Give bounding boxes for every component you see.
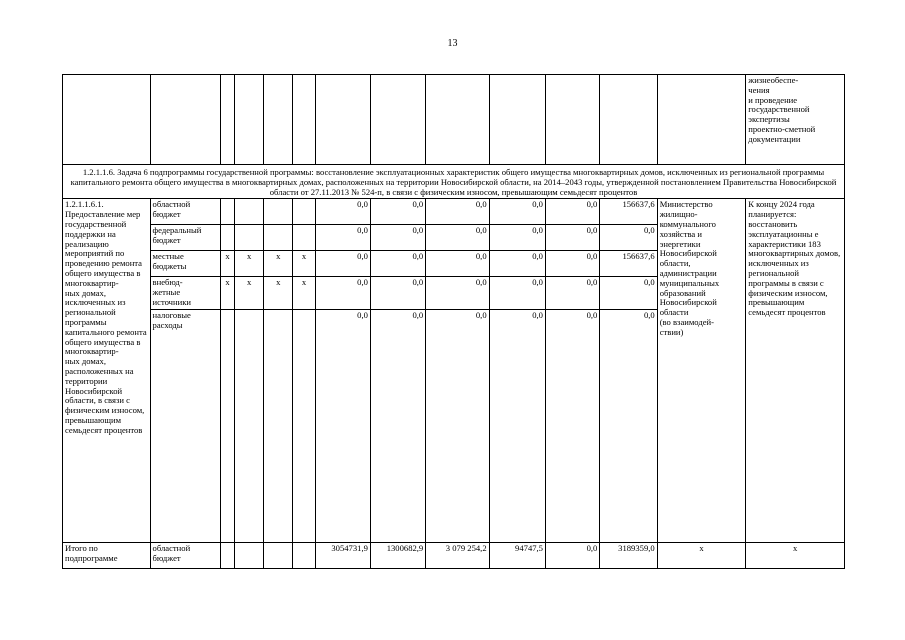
funding-source: местные бюджеты [150,251,220,277]
mark-cell [235,225,264,251]
amount-cell: 0,0 [426,199,489,225]
mark-cell [293,225,315,251]
funding-source: областной бюджет [150,542,220,568]
amount-cell: 0,0 [370,277,425,309]
mark-cell [235,309,264,542]
mark-cell [220,309,234,542]
result-cell: х [746,542,845,568]
amount-cell: 0,0 [370,225,425,251]
mark-cell [293,309,315,542]
amount-cell: 0,0 [600,309,657,542]
amount-cell: 0,0 [426,225,489,251]
funding-source: внебюд- жетные источники [150,277,220,309]
amount-cell: 0,0 [489,225,545,251]
amount-cell: 156637,6 [600,199,657,225]
program-table [62,74,845,569]
total-label: Итого по подпрограмме [63,542,151,568]
amount-cell: 0,0 [426,309,489,542]
executor-cell: х [657,542,746,568]
amount-cell: 0,0 [315,277,370,309]
amount-cell: 94747,5 [489,542,545,568]
amount-cell: 0,0 [370,251,425,277]
amount-cell: 0,0 [545,199,599,225]
funding-source: федеральный бюджет [150,225,220,251]
mark-cell [264,225,293,251]
amount-cell: 0,0 [315,309,370,542]
amount-cell: 0,0 [426,251,489,277]
mark-cell: х [235,251,264,277]
mark-cell [293,542,315,568]
mark-cell [264,309,293,542]
amount-cell: 0,0 [315,199,370,225]
mark-cell [235,199,264,225]
continuation-text: жизнеобеспе- чения и проведение государственной экспертизы проектно-сметной документации [746,75,845,165]
funding-source: областной бюджет [150,199,220,225]
mark-cell [220,225,234,251]
result-cell: К концу 2024 года планируется: восстановить эксплуатационны е характеристики 183 многоквартирных домов, исключенных из региональной программы в связи с физическим износом, превышающим семьдесят процентов [746,199,845,542]
continuation-row [63,75,845,165]
amount-cell: 0,0 [489,251,545,277]
amount-cell: 0,0 [370,309,425,542]
amount-cell: 3054731,9 [315,542,370,568]
mark-cell [293,199,315,225]
mark-cell: х [264,251,293,277]
amount-cell: 0,0 [370,199,425,225]
mark-cell: х [264,277,293,309]
executor-cell: Министерство жилищно-коммунального хозяйства и энергетики Новосибирской области, администрации муниципальных образований Новосибирской области (во взаимодей- ствии) [657,199,746,542]
amount-cell: 3 079 254,2 [426,542,489,568]
amount-cell: 0,0 [545,251,599,277]
mark-cell: х [220,251,234,277]
mark-cell [264,199,293,225]
mark-cell: х [220,277,234,309]
amount-cell: 1300682,9 [370,542,425,568]
mark-cell: х [235,277,264,309]
amount-cell: 0,0 [489,199,545,225]
activity-name: 1.2.1.1.6.1. Предоставление мер государственной поддержки на реализацию мероприятий по проведению ремонта общего имущества в многоквартир- ных домах, исключенных из региональной программы капитального ремонта общего имущества в многоквартир- ных домах, расположенных на территории Новосибирской области, в связи с физическим износом, превышающим семьдесят процентов [63,199,151,542]
amount-cell: 0,0 [545,542,599,568]
mark-cell: х [293,277,315,309]
amount-cell: 0,0 [600,225,657,251]
amount-cell: 0,0 [315,225,370,251]
amount-cell: 0,0 [600,277,657,309]
amount-cell: 3189359,0 [600,542,657,568]
mark-cell [220,542,234,568]
amount-cell: 156637,6 [600,251,657,277]
amount-cell: 0,0 [489,277,545,309]
page-number: 13 [447,38,458,49]
mark-cell [264,542,293,568]
funding-source: налоговые расходы [150,309,220,542]
task-header: 1.2.1.1.6. Задача 6 подпрограммы государственной программы: восстановление эксплуатационных характеристик общего имущества многоквартирных домов, исключенных из региональной программы капитального ремонта общего имущества в многоквартирных домах, расположенных на территории Новосибирской области, на 2014–2043 годы, утвержденной постановлением Правительства Новосибирской области от 27.11.2013 № 524-п, в связи с физическим износом, превышающим семьдесят процентов [63,165,845,199]
mark-cell [235,542,264,568]
mark-cell: х [293,251,315,277]
amount-cell: 0,0 [426,277,489,309]
funding-row [63,199,845,225]
total-row [63,542,845,568]
amount-cell: 0,0 [545,277,599,309]
mark-cell [220,199,234,225]
amount-cell: 0,0 [545,309,599,542]
amount-cell: 0,0 [545,225,599,251]
amount-cell: 0,0 [489,309,545,542]
amount-cell: 0,0 [315,251,370,277]
task-header-row [63,165,845,199]
